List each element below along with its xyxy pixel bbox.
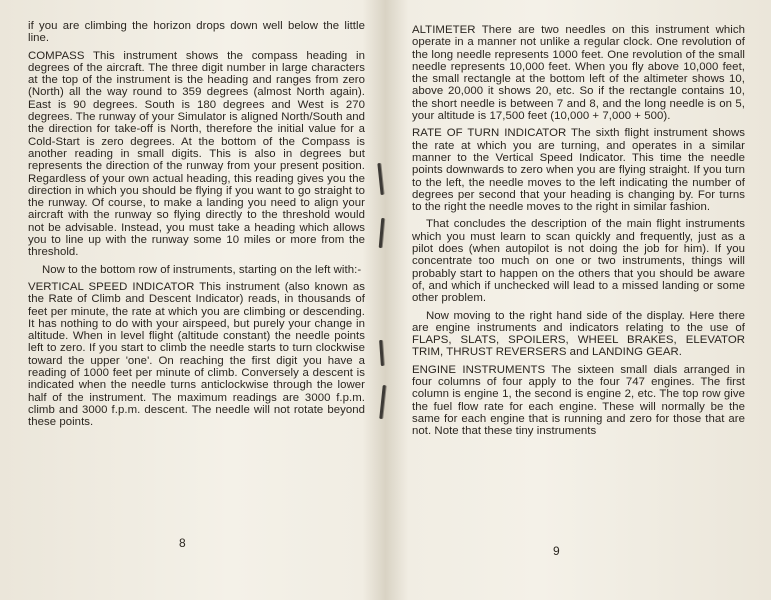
left-page-text	[28, 20, 365, 429]
binding-stitch	[379, 385, 386, 419]
binding-stitch	[379, 218, 385, 248]
paragraph-altimeter: ALTIMETER There are two needles on this instrument which operate in a manner not unlike a regular clock. One revolution of the long needle represents 1000 feet. One revolution of the small needle represents 10,000 feet. When you fly above 10,000 feet, the small rectangle at the bottom left of the altimeter shows 10, above 20,000 it shows 20, etc. So if the rectangle contains 10, the short needle is between 7 and 8, and the long needle is on 5, your altitude is 17,500 feet (10,000 + 7,000 + 500).	[412, 24, 745, 123]
paragraph-flight-scan: That concludes the description of the main flight instruments which you must learn to scan quickly and frequently, just as a pilot does (when autopilot is not doing the job for him). If you concentrate too much on one or two instruments, things will probably start to happen on the others that you should be aware of, and which if unchecked will lead to a missed landing or some other problem.	[412, 218, 745, 305]
paragraph-bottom-row: Now to the bottom row of instruments, starting on the left with:-	[42, 263, 362, 276]
binding-stitch	[379, 340, 384, 366]
page-number-right: 9	[553, 544, 560, 558]
right-page-text	[412, 24, 745, 438]
binding-stitch	[377, 163, 383, 195]
left-page	[0, 0, 385, 600]
paragraph-horizon: if you are climbing the horizon drops down well below the little line.	[28, 20, 365, 45]
paragraph-compass: COMPASS This instrument shows the compass heading in degrees of the aircraft. The three digit number in large characters at the top of the instrument is the heading and ranges from zero (North) all the way round to 359 degrees (almost North again). East is 90 degrees. South is 180 degrees and West is 270 degrees. The runway of your Simulator is aligned North/South and the direction for take-off is North, therefore the initial value for a Cold-Start is zero degrees. At the bottom of the Compass is another reading in small digits. This is also in degrees but represents the direction of the runway from your present position. Regardless of your own actual heading, this reading gives you the direction in which you should be flying if you want to go straight to the runway. Of course, to make a landing you need to align your aircraft with the runway so flying directly to the threshold would not be advisable. Instead, you must take a heading which allows you to line up with the runway some 10 miles or more from the threshold.	[28, 49, 365, 259]
paragraph-right-display: Now moving to the right hand side of the display. Here there are engine instruments and indicators relating to the use of FLAPS, SLATS, SPOILERS, WHEEL BRAKES, ELEVATOR TRIM, THRUST REVERSERS and LANDING GEAR.	[412, 309, 745, 359]
paragraph-vertical-speed: VERTICAL SPEED INDICATOR This instrument (also known as the Rate of Climb and Descent Indicator) reads, in thousands of feet per minute, the rate at which you are climbing or descending. It has nothing to do with your airspeed, but purely your change in altitude. When in level flight (altitude constant) the needle points left to zero. If you start to climb the needle starts to turn clockwise toward the upper 'one'. On reaching the first digit you have a reading of 1000 feet per minute of climb. Conversely a descent is indicated when the needle turns anticlockwise through the lower half of the instrument. The maximum readings are 3000 f.p.m. climb and 3000 f.p.m. descent. The needle will not rotate beyond these points.	[28, 280, 365, 429]
page-number-left: 8	[179, 536, 186, 550]
paragraph-rate-of-turn: RATE OF TURN INDICATOR The sixth flight instrument shows the rate at which you are turning, and operates in a similar manner to the Vertical Speed Indicator. This time the needle points downwards to zero when you are flying straight. If you turn to the left, the needle moves to the left indicating the number of degrees per second that your heading is changing by. For turns to the right the needle moves to the right in similar fashion.	[412, 127, 745, 214]
paragraph-engine-instruments: ENGINE INSTRUMENTS The sixteen small dials arranged in four columns of four apply to the four 747 engines. The first column is engine 1, the second is engine 2, etc. The top row give the fuel flow rate for each engine. These will normally be the same for each engine that is running and zero for those that are not. Note that these tiny instruments	[412, 363, 745, 438]
right-page	[386, 0, 771, 600]
